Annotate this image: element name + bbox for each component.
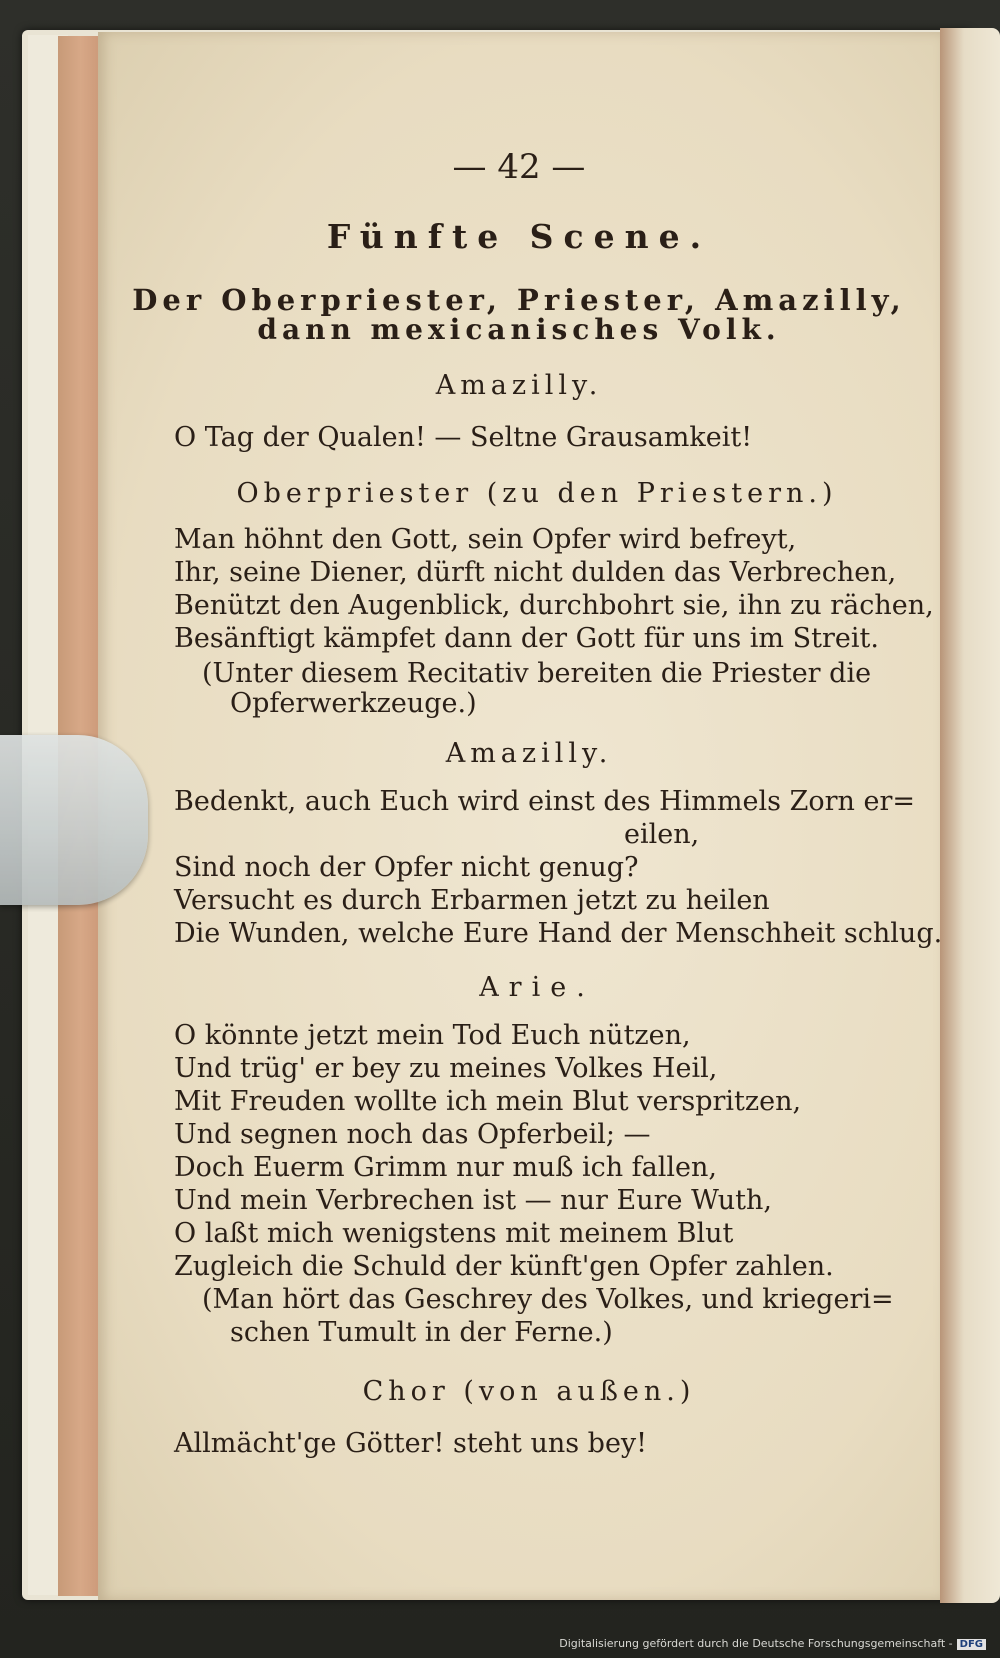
speech-line: Sind noch der Opfer nicht genug? <box>174 852 639 883</box>
scene-heading: Fünfte Scene. <box>326 217 712 256</box>
aria-line: Und mein Verbrechen ist — nur Eure Wuth, <box>174 1185 772 1216</box>
speech-line: O Tag der Qualen! — Seltne Grausamkeit! <box>174 422 753 453</box>
recitative-line: Man höhnt den Gott, sein Opfer wird befreyt, <box>174 524 797 555</box>
speech-line: Bedenkt, auch Euch wird einst des Himmels Zorn er= <box>174 786 915 817</box>
dfg-logo: DFG <box>957 1639 986 1650</box>
speaker-amazilly-2: Amazilly. <box>445 738 613 769</box>
cast-line-1: Der Oberpriester, Priester, Amazilly, <box>132 283 906 317</box>
page-clip <box>0 735 148 905</box>
stage-direction: schen Tumult in der Ferne.) <box>230 1317 613 1348</box>
recitative-line: Besänftigt kämpfet dann der Gott für uns im Streit. <box>174 623 879 654</box>
aria-line: O könnte jetzt mein Tod Euch nützen, <box>174 1020 691 1051</box>
recitative-line: Ihr, seine Diener, dürft nicht dulden das Verbrechen, <box>174 557 897 588</box>
speech-line: Versucht es durch Erbarmen jetzt zu heilen <box>174 885 770 916</box>
aria-line: Und segnen noch das Opferbeil; — <box>174 1119 651 1150</box>
credit-text: Digitalisierung gefördert durch die Deutsche Forschungsgemeinschaft - <box>559 1637 953 1650</box>
aria-heading: Arie. <box>479 972 595 1003</box>
aria-line: Mit Freuden wollte ich mein Blut verspritzen, <box>174 1086 802 1117</box>
facing-page-edge <box>940 28 1000 1603</box>
speaker-amazilly-1: Amazilly. <box>435 370 603 401</box>
page-text <box>98 32 943 1600</box>
cast-line-2: dann mexicanisches Volk. <box>257 313 781 346</box>
stage-direction: (Man hört das Geschrey des Volkes, und kriegeri= <box>202 1284 894 1315</box>
chorus-line: Allmächt'ge Götter! steht uns bey! <box>174 1428 648 1459</box>
aria-line: Und trüg' er bey zu meines Volkes Heil, <box>174 1053 718 1084</box>
stage-direction: Opferwerkzeuge.) <box>230 688 477 719</box>
stage-direction: (Unter diesem Recitativ bereiten die Priester die <box>202 658 872 689</box>
page-number: — 42 — <box>452 147 586 187</box>
speaker-oberpriester: Oberpriester (zu den Priestern.) <box>236 478 838 509</box>
book-page <box>98 32 943 1600</box>
speech-line: Die Wunden, welche Eure Hand der Menschheit schlug. <box>174 918 943 949</box>
aria-line: O laßt mich wenigstens mit meinem Blut <box>174 1218 734 1249</box>
recitative-line: Benützt den Augenblick, durchbohrt sie, ihn zu rächen, <box>174 590 934 621</box>
aria-line: Doch Euerm Grimm nur muß ich fallen, <box>174 1152 717 1183</box>
aria-line: Zugleich die Schuld der künft'gen Opfer zahlen. <box>174 1251 834 1282</box>
speech-line: eilen, <box>624 819 700 850</box>
digitization-credit <box>559 1637 986 1650</box>
chorus-heading: Chor (von außen.) <box>362 1376 696 1407</box>
